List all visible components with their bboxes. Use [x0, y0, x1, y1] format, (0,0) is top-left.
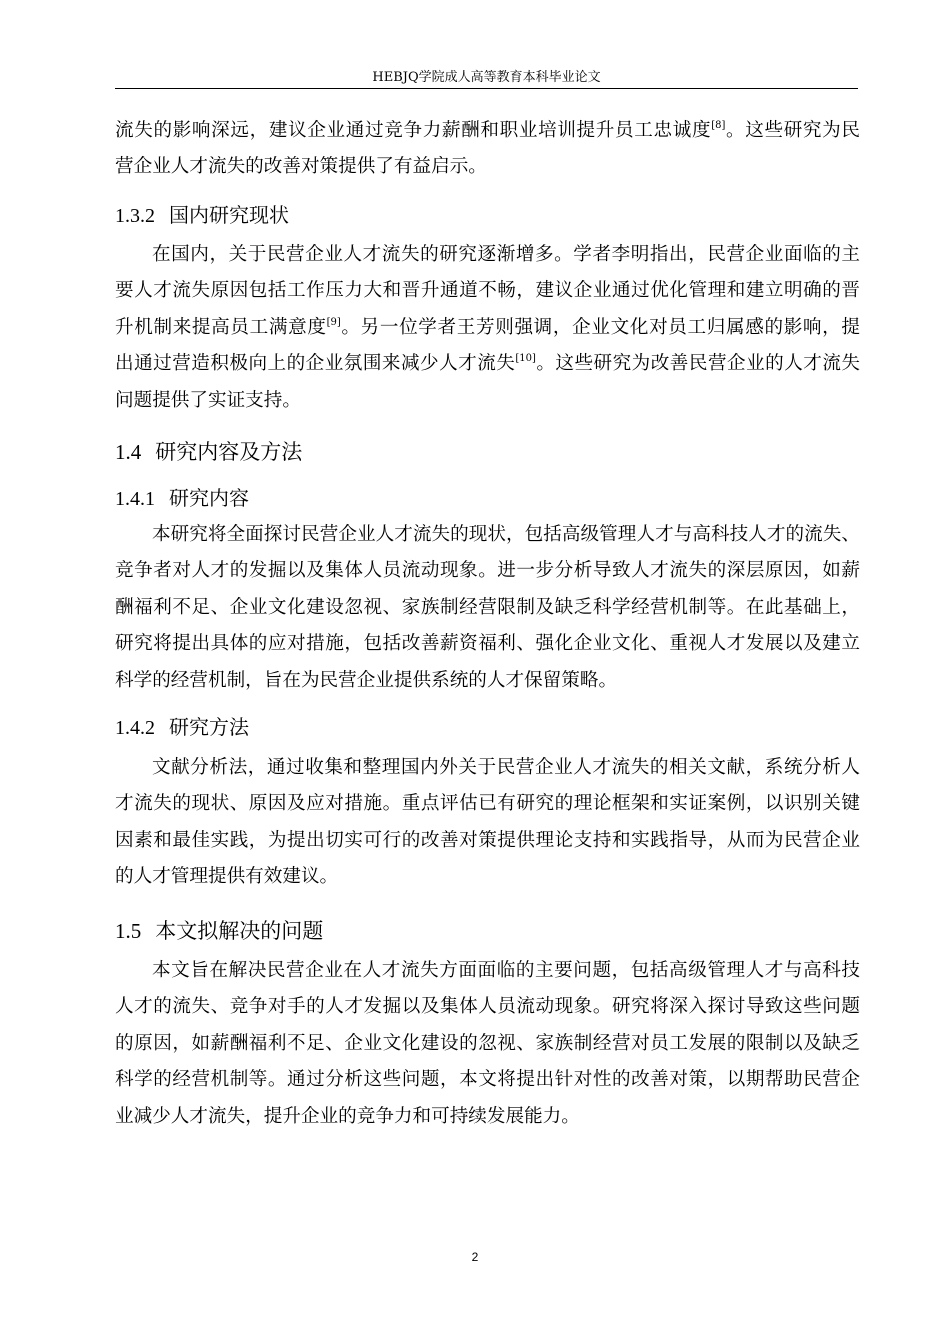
text-line: [115, 237, 860, 273]
paragraph-research-method: [115, 750, 860, 896]
text-line: [115, 786, 860, 822]
text-segment: 的原因，如薪酬福利不足、企业文化建设的忽视、家族制经营对员工发展的限制以及缺乏: [115, 1032, 860, 1054]
text-segment: 要人才流失原因包括工作压力大和晋升通道不畅，建议企业通过优化管理和建立明确的晋: [115, 280, 860, 302]
text-line: [115, 989, 860, 1025]
text-segment: 竞争者对人才的发掘以及集体人员流动现象。进一步分析导致人才流失的深层原因，如薪: [115, 560, 860, 582]
heading-1-5: [115, 915, 860, 945]
text-segment: 在国内，关于民营企业人才流失的研究逐渐增多。学者李明指出，民营企业面临的主: [152, 244, 860, 265]
text-line: [115, 517, 860, 553]
text-segment: 。另一位学者王芳则强调，企业文化对员工归属感的影响，提: [340, 316, 860, 338]
text-line: [115, 553, 860, 589]
text-segment: 。这些研究为民: [725, 120, 860, 141]
text-line: [115, 310, 860, 346]
text-line: [115, 383, 860, 419]
text-segment: 因素和最佳实践，为提出切实可行的改善对策提供理论支持和实践指导，从而为民营企业: [115, 829, 860, 851]
text-segment: 人才的流失、竞争对手的人才发掘以及集体人员流动现象。研究将深入探讨导致这些问题: [115, 996, 860, 1018]
text-line: [115, 1099, 860, 1135]
text-segment: 的人才管理提供有效建议。: [115, 866, 339, 888]
paragraph-research-content: [115, 517, 860, 699]
text-line: [115, 273, 860, 309]
heading-1-4: [115, 436, 860, 466]
text-segment: 问题提供了实证支持。: [115, 389, 301, 411]
text-segment: 。这些研究为改善民营企业的人才流失: [535, 353, 860, 375]
text-line: [115, 346, 860, 382]
text-line: [115, 953, 860, 989]
text-line: [115, 1026, 860, 1062]
heading-number: 1.4: [115, 440, 142, 464]
paragraph-domestic-research: [115, 237, 860, 419]
citation-ref: [9]: [326, 316, 341, 328]
page-number: 2: [471, 1250, 479, 1264]
heading-number: 1.4.1: [115, 488, 155, 510]
heading-1-4-2: [115, 711, 860, 740]
text-line: [115, 1062, 860, 1098]
paragraph-continued: [115, 113, 860, 186]
text-segment: 酬福利不足、企业文化建设忽视、家族制经营限制及缺乏科学经营机制等。在此基础上，: [115, 596, 860, 618]
heading-1-4-1: [115, 482, 860, 511]
paragraph-problems: [115, 953, 860, 1135]
heading-number: 1.3.2: [115, 205, 155, 227]
text-segment: 科学的经营机制等。通过分析这些问题，本文将提出针对性的改善对策，以期帮助民营企: [115, 1069, 860, 1091]
text-line: [115, 663, 860, 699]
text-segment: 营企业人才流失的改善对策提供了有益启示。: [115, 156, 487, 178]
text-line: [115, 750, 860, 786]
heading-title: 研究方法: [169, 715, 249, 739]
text-line: [115, 859, 860, 895]
heading-title: 国内研究现状: [169, 203, 289, 227]
text-line: [115, 823, 860, 859]
heading-title: 研究内容及方法: [155, 440, 303, 464]
text-line: [115, 626, 860, 662]
text-line: [115, 590, 860, 626]
text-segment: 才流失的现状、原因及应对措施。重点评估已有研究的理论框架和实证案例，以识别关键: [115, 793, 860, 815]
heading-1-3-2: [115, 199, 860, 228]
text-segment: 文献分析法，通过收集和整理国内外关于民营企业人才流失的相关文献，系统分析人: [152, 757, 860, 778]
running-header: HEBJQ学院成人高等教育本科毕业论文: [115, 66, 858, 89]
citation-ref: [8]: [711, 120, 726, 131]
text-segment: 业减少人才流失，提升企业的竞争力和可持续发展能力。: [115, 1105, 580, 1127]
text-segment: 本文旨在解决民营企业在人才流失方面面临的主要问题，包括高级管理人才与高科技: [152, 960, 860, 981]
text-segment: 升机制来提高员工满意度: [115, 316, 327, 338]
text-line: [115, 113, 860, 149]
heading-title: 研究内容: [169, 486, 249, 510]
text-segment: 本研究将全面探讨民营企业人才流失的现状，包括高级管理人才与高科技人才的流失、: [152, 524, 860, 545]
text-segment: 出通过营造积极向上的企业氛围来减少人才流失: [115, 353, 516, 375]
text-line: [115, 149, 860, 185]
text-segment: 流失的影响深远，建议企业通过竞争力薪酬和职业培训提升员工忠诚度: [115, 120, 712, 141]
citation-ref: [10]: [515, 353, 536, 365]
text-segment: 研究将提出具体的应对措施，包括改善薪资福利、强化企业文化、重视人才发展以及建立: [115, 633, 860, 655]
heading-number: 1.5: [115, 919, 142, 943]
text-segment: 科学的经营机制，旨在为民营企业提供系统的人才保留策略。: [115, 669, 618, 691]
heading-number: 1.4.2: [115, 717, 155, 739]
heading-title: 本文拟解决的问题: [155, 919, 324, 943]
